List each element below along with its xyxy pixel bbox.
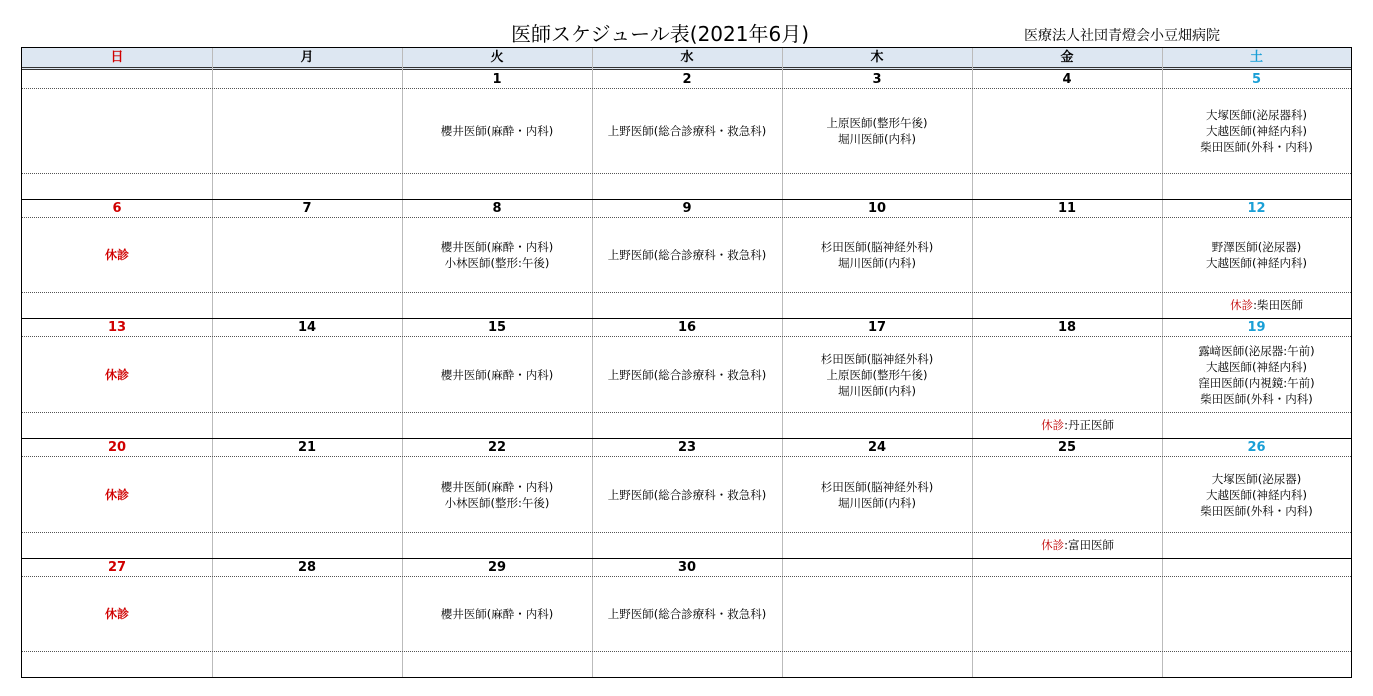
closed-note-doctor: :富田医師 bbox=[1064, 538, 1114, 552]
doctor-entry: 堀川医師(内科) bbox=[838, 256, 916, 270]
day-cell bbox=[212, 457, 402, 532]
doctor-entry: 大越医師(神経内科) bbox=[1206, 124, 1307, 138]
day-number: 7 bbox=[302, 201, 312, 216]
day-cell bbox=[212, 218, 402, 292]
doctor-entry: 堀川医師(内科) bbox=[838, 132, 916, 146]
doctor-entry: 大塚医師(泌尿器) bbox=[1211, 471, 1302, 486]
day-number bbox=[212, 71, 402, 89]
day-number: 1 bbox=[492, 72, 502, 87]
day-cell bbox=[972, 337, 1162, 412]
closed-note-doctor: :柴田医師 bbox=[1253, 298, 1303, 312]
day-number: 24 bbox=[867, 440, 887, 455]
day-number: 26 bbox=[1247, 440, 1266, 455]
day-number: 13 bbox=[107, 320, 127, 335]
day-number: 3 bbox=[872, 72, 882, 87]
day-number: 6 bbox=[112, 201, 122, 216]
closed-note-label: 休診 bbox=[1041, 538, 1065, 552]
doctor-entry: 上野医師(総合診療科・救急科) bbox=[607, 124, 767, 138]
page-title: 医師スケジュール表(2021年6月) bbox=[510, 22, 810, 46]
doctor-entry: 堀川医師(内科) bbox=[838, 495, 916, 510]
weekday-label-5: 金 bbox=[1060, 50, 1074, 65]
day-cell bbox=[592, 337, 782, 412]
doctor-entry: 杉田医師(脳神経外科) bbox=[820, 240, 934, 254]
day-cell bbox=[592, 457, 782, 532]
day-cell bbox=[402, 218, 592, 292]
row-divider bbox=[22, 412, 1351, 413]
day-number: 17 bbox=[867, 320, 887, 335]
day-cell bbox=[1162, 337, 1351, 412]
closed-label: 休診 bbox=[104, 367, 129, 382]
day-number: 14 bbox=[297, 320, 317, 335]
day-number: 15 bbox=[487, 320, 507, 335]
doctor-entry: 堀川医師(内科) bbox=[838, 383, 916, 398]
day-cell bbox=[212, 337, 402, 412]
day-cell bbox=[22, 218, 212, 292]
day-cell bbox=[782, 457, 972, 532]
doctor-entry: 上野医師(総合診療科・救急科) bbox=[607, 248, 767, 262]
doctor-entry: 露﨑医師(泌尿器:午前) bbox=[1198, 343, 1315, 358]
day-number: 27 bbox=[107, 560, 127, 575]
day-cell bbox=[972, 218, 1162, 292]
day-cell bbox=[402, 89, 592, 173]
day-number: 21 bbox=[297, 440, 317, 455]
day-number: 5 bbox=[1251, 72, 1262, 87]
day-cell bbox=[592, 89, 782, 173]
doctor-entry: 柴田医師(外科・内科) bbox=[1200, 140, 1313, 154]
weekday-label-4: 木 bbox=[870, 50, 884, 65]
doctor-entry: 大越医師(神経内科) bbox=[1206, 256, 1307, 270]
weekday-label-3: 水 bbox=[680, 50, 694, 65]
weekday-label-1: 月 bbox=[300, 50, 314, 65]
day-number: 28 bbox=[297, 560, 317, 575]
day-cell bbox=[592, 577, 782, 651]
closed-note bbox=[972, 534, 1114, 556]
day-cell bbox=[592, 218, 782, 292]
day-cell bbox=[212, 577, 402, 651]
day-cell bbox=[1162, 577, 1351, 651]
day-number: 29 bbox=[487, 560, 507, 575]
doctor-entry: 大塚医師(泌尿器科) bbox=[1206, 108, 1307, 122]
row-divider bbox=[22, 651, 1351, 652]
row-divider bbox=[22, 532, 1351, 533]
day-cell bbox=[22, 337, 212, 412]
doctor-entry: 上野医師(総合診療科・救急科) bbox=[607, 607, 767, 621]
doctor-entry: 杉田医師(脳神経外科) bbox=[820, 479, 934, 494]
closed-note-doctor: :丹正医師 bbox=[1064, 418, 1114, 432]
day-number: 11 bbox=[1057, 201, 1077, 216]
closed-note-label: 休診 bbox=[1230, 298, 1254, 312]
doctor-entry: 櫻井医師(麻酔・内科) bbox=[440, 607, 554, 621]
day-cell bbox=[782, 337, 972, 412]
day-number: 30 bbox=[677, 560, 697, 575]
schedule-calendar bbox=[21, 47, 1352, 678]
day-number bbox=[1162, 559, 1351, 577]
weekday-header bbox=[22, 48, 1351, 70]
day-cell bbox=[782, 218, 972, 292]
doctor-entry: 窪田医師(内視鏡:午前) bbox=[1198, 375, 1315, 390]
day-cell bbox=[22, 577, 212, 651]
day-cell bbox=[22, 457, 212, 532]
day-number: 18 bbox=[1057, 320, 1077, 335]
doctor-entry: 櫻井医師(麻酔・内科) bbox=[440, 479, 554, 494]
weekday-label-2: 火 bbox=[490, 50, 504, 65]
day-cell bbox=[22, 89, 212, 173]
day-cell bbox=[1162, 218, 1351, 292]
doctor-entry: 櫻井医師(麻酔・内科) bbox=[440, 240, 554, 254]
doctor-entry: 上原医師(整形午後) bbox=[826, 367, 928, 382]
hospital-name: 医療法人社団青燈会小豆畑病院 bbox=[1024, 28, 1220, 44]
doctor-entry: 櫻井医師(麻酔・内科) bbox=[440, 124, 554, 138]
weekday-label-0: 日 bbox=[110, 50, 124, 65]
day-number: 8 bbox=[492, 201, 502, 216]
row-divider bbox=[22, 173, 1351, 174]
day-number: 19 bbox=[1247, 320, 1266, 335]
closed-note bbox=[1162, 294, 1303, 316]
doctor-entry: 小林医師(整形:午後) bbox=[444, 495, 550, 510]
weekday-label-6: 土 bbox=[1249, 50, 1263, 65]
closed-label: 休診 bbox=[104, 487, 129, 502]
day-cell bbox=[972, 577, 1162, 651]
closed-note bbox=[972, 414, 1114, 436]
day-number: 10 bbox=[867, 201, 887, 216]
doctor-entry: 野澤医師(泌尿器) bbox=[1211, 240, 1302, 254]
doctor-entry: 上野医師(総合診療科・救急科) bbox=[607, 487, 767, 502]
doctor-entry: 櫻井医師(麻酔・内科) bbox=[440, 367, 554, 382]
day-cell bbox=[972, 457, 1162, 532]
closed-label: 休診 bbox=[104, 248, 129, 262]
day-number: 20 bbox=[107, 440, 127, 455]
doctor-entry: 小林医師(整形:午後) bbox=[444, 256, 550, 270]
day-number: 22 bbox=[487, 440, 507, 455]
doctor-entry: 柴田医師(外科・内科) bbox=[1200, 391, 1313, 406]
day-number: 25 bbox=[1057, 440, 1077, 455]
day-cell bbox=[972, 89, 1162, 173]
day-cell bbox=[782, 577, 972, 651]
doctor-entry: 大越医師(神経内科) bbox=[1206, 359, 1307, 374]
closed-label: 休診 bbox=[104, 607, 129, 621]
row-divider bbox=[22, 292, 1351, 293]
day-number: 16 bbox=[677, 320, 697, 335]
day-number: 2 bbox=[682, 72, 692, 87]
day-number bbox=[22, 71, 212, 89]
day-number: 4 bbox=[1062, 72, 1072, 87]
doctor-entry: 大越医師(神経内科) bbox=[1206, 487, 1307, 502]
day-cell bbox=[402, 457, 592, 532]
day-cell bbox=[402, 577, 592, 651]
day-cell bbox=[212, 89, 402, 173]
day-cell bbox=[1162, 89, 1351, 173]
day-number: 9 bbox=[682, 201, 692, 216]
day-number: 23 bbox=[677, 440, 697, 455]
doctor-entry: 上野医師(総合診療科・救急科) bbox=[607, 367, 767, 382]
closed-note-label: 休診 bbox=[1041, 418, 1065, 432]
day-cell bbox=[1162, 457, 1351, 532]
day-number bbox=[782, 559, 972, 577]
doctor-entry: 柴田医師(外科・内科) bbox=[1200, 503, 1313, 518]
day-number: 12 bbox=[1247, 201, 1266, 216]
day-cell bbox=[782, 89, 972, 173]
doctor-entry: 上原医師(整形午後) bbox=[826, 116, 928, 130]
day-number bbox=[972, 559, 1162, 577]
doctor-entry: 杉田医師(脳神経外科) bbox=[820, 351, 934, 366]
day-cell bbox=[402, 337, 592, 412]
